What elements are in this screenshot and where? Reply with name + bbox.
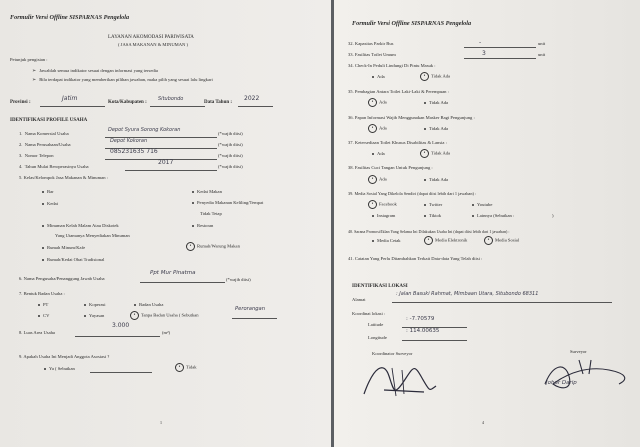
option-kelab-malam-cont: Yang Utamanya Menyediakan Minuman [55,233,130,238]
option-ada[interactable]: • Ada [368,98,387,107]
toilet-umum-field[interactable]: 3 [482,50,486,57]
kota-field[interactable]: Situbondo [158,96,184,102]
koordinat-label: Koordinat lokasi : [352,311,386,316]
location-section-title: IDENTIFIKASI LOKASI [352,284,408,289]
option-kedai[interactable]: Kedai [42,201,58,206]
option-koperasi[interactable]: Koperasi [84,302,106,307]
option-bar[interactable]: Bar [42,189,54,194]
option-penyedia-keliling[interactable]: Penyedia Makanan Keliling/Tempat [192,200,263,205]
tahun-label: Data Tahun : [204,100,233,105]
option-media-elektronik[interactable]: • Media Elektronik [424,236,467,245]
required-note: (*wajib diisi) [218,164,243,169]
field-row: 4. Tahun Mulai Beroperasinya Usaha [19,164,89,169]
tahun-mulai-field[interactable]: 2017 [158,159,174,166]
required-note: (*wajib diisi) [218,142,243,147]
section-title: IDENTIFIKASI PROFILE USAHA [10,118,88,123]
option-tidak-ada[interactable]: • Tidak Ada [420,149,450,158]
option-tiktok[interactable]: Tiktok [424,213,441,218]
alamat-field[interactable]: : Jalan Basuki Rahmat, Mimbaan Utara, Situbondo 68311 [396,291,539,297]
surveyor-signature [539,354,634,396]
required-note: (*wajib diisi) [218,131,243,136]
arrow-icon: ➢ [32,78,37,83]
option-media-sosial[interactable]: • Media Sosial [484,236,519,245]
option-cv[interactable]: CV [38,313,49,318]
option-yayasan[interactable]: Yayasan [84,313,104,318]
longitude-field[interactable]: : 114.00635 [406,328,440,334]
option-media-cetak[interactable]: Media Cetak [372,238,401,243]
instruction-item: ➢ Bila terdapat indikator yang memberikan pilihan jawaban, maka pilih yang sesuai lalu lingkari [32,77,213,83]
luas-area-field[interactable]: 3.000 [112,322,130,329]
provinsi-field[interactable]: Jatim [62,95,78,102]
unit-label: unit [538,41,546,46]
option-tidak-ada[interactable]: • Tidak Ada [420,72,450,81]
luas-unit: (m²) [162,330,171,335]
longitude-label: Longitude [368,335,387,340]
option-ada[interactable]: Ada [372,151,385,156]
option-tidak-ada[interactable]: Tidak Ada [424,177,448,182]
q7-label: 7. Bentuk Badan Usaha : [19,291,65,296]
option-tidak-ada[interactable]: Tidak Ada [424,126,448,131]
form-header: Formulir Versi Offline SISPARNAS Pengelola [352,20,472,27]
option-rumah-minum[interactable]: Rumah Minum/Kafe [42,245,85,250]
form-page-4 [334,0,640,447]
option-tanpa-badan-usaha[interactable]: • Tanpa Badan Usaha ( Sebutkan [130,311,199,320]
option-kedai-makan[interactable]: Kedai Makan [192,189,222,194]
telepon-field[interactable]: 085231635 716 [110,148,158,155]
form-subtitle: ( JASA MAKANAN & MINUMAN ) [118,42,189,47]
q33-label: 33. Fasilitas Toilet Umum [348,52,396,57]
form-title: LAYANAN AKOMODASI PARIWISATA [108,35,194,40]
q38-label: 38. Fasilitas Cuci Tangan Untuk Pengunjung : [348,165,433,170]
option-ada[interactable]: Ada [372,74,385,79]
nama-komersial-field[interactable]: Depot Syura Sorong Kokoran [108,127,181,133]
option-kelab-malam[interactable]: Minuman Kelah Malam Atau Diskotek [42,223,119,228]
field-row: 3. Nomor Telepon [19,153,54,158]
field-row: 1. Nama Komersial Usaha [19,131,69,136]
page-number: 4 [482,420,484,425]
q8-label: 8. Luas Area Usaha [19,330,55,335]
tahun-field[interactable]: 2022 [244,95,260,102]
koordinator-signature [354,356,444,401]
q5-label: 5. Kelas/Kelompok Jasa Makanan & Minuman : [19,175,108,180]
q40-label: 40. Sarana Promosi/Iklan Yang Selama Ini Dilakukan Usaha Ini (dapat diisi lebih dari 1 jawaban) : [348,229,510,234]
q9-label: 9. Apakah Usaha Ini Menjadi Anggota Asosiasi ? [19,354,110,359]
instruction-item: ➢ Jawablah semua indikator sesuai dengan informasi yang tersedia [32,68,158,74]
required-note: (*wajib diisi) [226,277,251,282]
surveyor-name: Johar Darip [546,380,577,386]
option-instagram[interactable]: Instagram [372,213,395,218]
field-row: 2. Nama Perusahaan/Usaha [19,142,71,147]
option-restoran[interactable]: Restoran [192,223,213,228]
q6-label: 6. Nama Pengusaha/Penanggung Jawab Usaha [19,276,105,281]
arrow-icon: ➢ [32,69,37,74]
koordinator-label: Koordinator Surveyor [372,351,413,356]
nama-perusahaan-field[interactable]: Depot Kokoran [110,138,148,144]
q41-label: 41. Catatan Yang Perlu Ditambahkan Terkait Data-data Yang Telah diisi : [348,256,483,261]
option-twitter[interactable]: Twitter [424,202,442,207]
option-youtube[interactable]: Youtube [472,202,492,207]
kota-label: Kota/Kabupaten : [108,100,147,105]
q37-label: 37. Ketersediaan Toilet Khusus Disabilitas & Lansia : [348,140,447,145]
instructions-title: Petunjuk pengisian : [10,57,48,62]
option-pt[interactable]: PT [38,302,48,307]
form-header: Formulir Versi Offline SISPARNAS Pengelola [10,14,130,21]
provinsi-label: Provinsi : [10,100,31,105]
penanggung-jawab-field[interactable]: Ppt Mur Pinatma [150,270,196,276]
q39-label: 39. Media Sosial Yang Dikelola Sendiri (dapat diisi lebih dari 1 jawaban) : [348,191,477,196]
unit-label: unit [538,52,546,57]
option-penyedia-cont: Tidak Tetap [200,211,222,216]
q35-label: 35. Pembagian Antara Toilet Laki-Laki & Perempuan : [348,89,449,94]
q32-label: 32. Kapasitas Parkir Bus [348,41,394,46]
option-ada[interactable]: • Ada [368,175,387,184]
option-facebook[interactable]: • Facebook [368,200,397,209]
option-lainnya[interactable]: Lainnya (Sebutkan : [472,213,514,218]
option-ada[interactable]: • Ada [368,124,387,133]
q34-label: 34. Check-In Peduli Lindungi Di Pintu Masuk : [348,63,436,68]
option-kedai-obat[interactable]: Rumah/Kedai Obat Tradisional [42,257,104,262]
option-tidak-ada[interactable]: Tidak Ada [424,100,448,105]
option-ya[interactable]: Ya ( Sebutkan [44,366,75,371]
badan-usaha-other-field[interactable]: Perorangan [235,306,265,312]
latitude-label: Latitude [368,322,384,327]
latitude-field[interactable]: : -7.70579 [406,316,435,322]
parkir-bus-field[interactable]: - [479,39,482,46]
required-note: (*wajib diisi) [218,153,243,158]
option-tidak[interactable]: • Tidak [175,363,197,372]
surveyor-label: Surveyor [570,349,587,354]
page-number: 1 [160,420,162,425]
option-rumah-makan[interactable]: • Rumah/Warung Makan [186,242,240,251]
alamat-label: Alamat [352,297,366,302]
q36-label: 36. Papan Informasi Wajib Menggunakan Masker Bagi Pengunjung : [348,115,475,120]
option-badan-usaha[interactable]: Badan Usaha [134,302,163,307]
option-lainnya-close: ) [552,213,554,218]
